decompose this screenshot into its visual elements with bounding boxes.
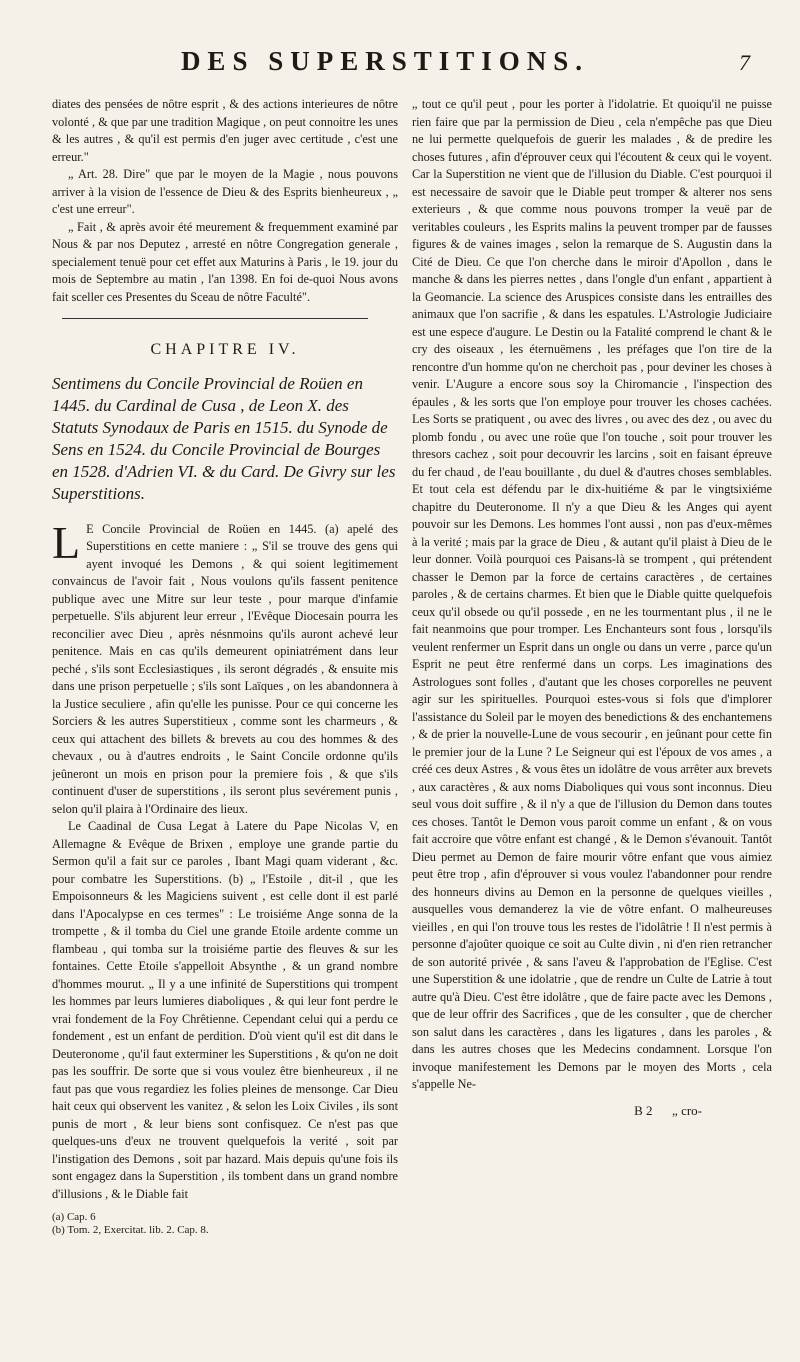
left-column (52, 96, 398, 1237)
right-column (412, 96, 772, 1119)
paragraph: „ Art. 28. Dire" que par le moyen de la Magie , nous pouvons arriver à la vision de l'essence de Dieu & des Esprits bienheureux , „ c'est une erreur". (52, 167, 398, 216)
chapter-rule (62, 318, 368, 319)
signature-letter: B 2 (634, 1102, 653, 1118)
chapter-title: Sentimens du Concile Provincial de Roüen en 1445. du Cardinal de Cusa , de Leon X. des Statuts Synodaux de Paris en 1515. du Synode de Sens en 1524. du Concile Provincial de Bourges en 1528. d'Adrien VI. & du Card. De Givry sur les Superstitions. (52, 373, 396, 503)
paragraph: Le Caadinal de Cusa Legat à Latere du Pape Nicolas V, en Allemagne & Evêque de Brixen , employe une grande partie du Sermon qu'il a fait sur ce paroles , Ibant Magi quam viderant , &c. pour combatre les Superstitions. (b) „ l'Estoile , dit-il , que les Empoisonneurs & les Magiciens suivent , est celle dont il est parlé dans l'Apocalypse en ces termes" : Le troisiéme Ange sonna de la trompette , & il tomba du Ciel une grande Etoile ardente comme un flambeau , qui tomba sur la troisiéme partie des fleuves & sur les fontaines. Cette Etoile s'appelloit Absynthe , & un grand nombre d'hommes mourut. „ Il y a une infinité de Superstitions qui trompent les hommes par leurs lumieres diaboliques , & qui leur font perdre le vrai fondement de la Foy Chrêtienne. Cependant celui qui a perdu ce fondement , est un enfant de perdition. D'où vient qu'il est dit dans le Deuteronome , qu'il faut exterminer les Superstitions , & qu'on ne doit pas les souffrir. De sorte que si vous voulez être bienheureux , il ne faut pas que vous regardiez les folies pleines de mensonge. Car Dieu hait ceux qui observent les vanitez , & selon les Loix Civiles , ils sont punis de mort , & leur biens sont confisquez. Ce n'est pas que quelques-uns d'eux ne trouvent quelquefois la verité , soit par l'instigation des Demons , soit par hazard. Mais depuis qu'une fois ils sont engagez dans la Superstition , ils tombent dans un grand nombre d'illusions , & le Diable fait (52, 819, 398, 1201)
footnotes (52, 1211, 398, 1237)
drop-cap: L (52, 516, 81, 568)
paragraph: diates des pensées de nôtre esprit , & des actions interieures de nôtre volonté , & que par une tradition Magique , on peut connoitre les unes & les autres , & qu'il est permis d'en juger avec certitude , c'est une erreur." (52, 97, 398, 164)
paragraph: „ tout ce qu'il peut , pour les porter à l'idolatrie. Et quoiqu'il ne puisse rien faire que par la permission de Dieu , cela n'empêche pas que Dieu ne lui permette quelquefois de guerir les malades , & de predire les choses futures , afin d'éprouver ceux qui l'écoutent & ceux qui le voyent. Car la Superstition ne vient que de l'illusion du Diable. C'est pourquoi il est necessaire de savoir que le Diable peut tromper & alterer nos sens exterieurs , & que comme nous pouvons tromper la veuë par de veritables couleurs , les Esprits malins la peuvent tromper par de fausses figures & de vaines images , selon la remarque de S. Augustin dans la Cité de Dieu. Ce que l'on cherche dans le miroir d'Apollon , dans le manche & dans les pierres nettes , dans l'ongle d'un enfant , appartient à la Geomancie. La science des Aruspices consiste dans les entrailles des animaux que l'on sacrifie , & dans les espatules. L'Astrologie Judiciaire est une espece d'augure. Le Destin ou la Fatalité comprend le chant & le cry des oiseaux , les éternuëmens , les préfages que l'on tire de la rencontre d'un homme qu'on ne cherchoit pas , pour deviner les choses à venir. L'Augure a encore sous soy la Chiromancie , l'inspection des épaules , & les sorts que l'on employe pour trouver les choses cachées. Les Sorts se pratiquent , ou avec des livres , ou avec des dez , ou avec du plomb fondu , ou avec une roüe que l'on touche , soit pour trouver les thresors cachez , soit pour decouvrir les larcins , soit en faisant épreuve du fer chaud , de l'eau bouillante , du duel & d'autres choses semblables. Et tout cela est défendu par le dix-huitiéme & par le vingtsixiéme chapitre du Deuteronome. Il n'y a que Dieu & les Anges qui ayent pouvoir sur les Demons. Les hommes l'ont aussi , non pas d'eux-mêmes à la verité ; mais par la grace de Dieu , & autant qu'il plaist à Dieu de le leur donner. Voilà pourquoi ces Paisans-là se trompent , qui prétendent chasser le Demon par la force de certains caractères , de certaines paroles , & de certains charmes. Et bien que le Diable quitte quelquefois ceux qu'il obsede ou qu'il possede , en ne les tourmentant plus , il ne le fait neanmoins que pour tromper. Les Enchanteurs sont fous , lorsqu'ils veulent renfermer un Esprit dans un ongle ou dans un verre , parce qu'un Esprit ne peut être renfermé dans un corps. Les imaginations des Astrologues sont folles , d'autant que les choses corporelles ne peuvent agir sur les spirituelles. Pourquoi estes-vous si fols que d'implorer l'assistance du Soleil par le moyen des benedictions & des enchantemens , & de prier la nouvelle-Lune de vous secourir , en jeûnant pour cette fin le premier jour de la Lune ? Le Seigneur qui est l'époux de vos ames , a créé ces deux Astres , & vous êtes un idolâtre de vous arrêter aux brevets , aux caractères , & aux noms Diaboliques qui vous sont inconnus. Dieu seul vous doit suffire , & il n'y a que de l'illusion du Demon dans toutes ces choses. Tantôt le Demon vous paroit comme un enfant , & on vous fait accroire que vôtre enfant est changé , & le Demon s'évanouit. Tantôt Dieu permet au Demon de faire mourir vôtre enfant que vous aimiez peut être trop , afin d'éprouver si vous voulez l'abandonner pour rendre des honneurs divins au Demon en la personne de quelques vieilles , ausquelles vous demanderez la vie de vôtre enfant. O malheureuses vieilles , en qui l'on trouve tous les restes de l'idolâtrie ! Il n'est permis à personne d'ajoûter quoique ce soit au Culte divin , ni d'en rien retrancher de son autorité privée , & sans l'aveu & l'approbation de l'Eglise. C'est une Superstition & une idolatrie , que de rendre un Culte de Latrie à tout autre qu'à Dieu. C'est être idolâtre , que de faire pacte avec les Demons , que de leur offrir des Sacrifices , que de les consulter , que de chercher son salut dans les caractères , dans les ligatures , dans les paroles , & dans les autres choses que les Medecins condamnent. Lorsque l'on invoque manifestement les Demons par le moyen des Morts , cela s'appelle Ne- (412, 97, 772, 1091)
page-header (70, 46, 760, 80)
signature-mark (412, 1102, 772, 1120)
running-head: DES SUPERSTITIONS. (180, 46, 590, 76)
paragraph-with-drop-cap (52, 516, 398, 819)
paragraph-text: E Concile Provincial de Roüen en 1445. (a) apelé des Superstitions en cette maniere : „ S'il se trouve des gens qui ayent invoqué les Demons , & qui soient legitimement convaincus de l'avoir fait , Nous voulons qu'ils fassent penitence publique avec une Mitre sur leur teste , pour marque d'infamie perpetuelle. S'ils abjurent leur erreur , l'Evêque Diocesain pourra les reconcilier avec Dieu , après nésnmoins qu'ils auront achevé leur penitence. Mais en cas qu'ils demeurent opiniatrément dans leur peché , s'ils sont Ecclesiastiques , ils seront dégradés , & ensuite mis dans une prison perpetuelle ; s'ils sont Laïques , on les abandonnera à la Justice seculiere , afin qu'elle les punisse. Pour ce qui concerne les Sorciers & les autres Superstitieux , comme sont les charmeurs , & ceux qui attachent des billets & brevets au cou des hommes & des chevaux , ou à d'autres endroits , le Saint Concile ordonne qu'ils jeûneront un mois en prison pour la premiere fois , & que s'ils continuent d'user de superstitions , ils seront plus sevérement punis , selon qu'il plaira à l'Ordinaire des lieux. (52, 521, 398, 816)
footnote: (b) Tom. 2, Exercitat. lib. 2. Cap. 8. (52, 1224, 209, 1236)
footnote: (a) Cap. 6 (52, 1211, 96, 1223)
paragraph: „ Fait , & après avoir été meurement & frequemment examiné par Nous & par nos Deputez , arresté en nôtre Congregation generale , specialement tenuë pour cet effet aux Maturins à Paris , le 19. jour du mois de Septembre au matin , l'an 1398. En foi de-quoi Nous avons fait sceller ces Presentes du Sceau de nôtre Faculté". (52, 219, 398, 304)
chapter-heading: CHAPITRE IV. (150, 341, 300, 358)
page-number: 7 (739, 50, 750, 75)
catchword: „ cro- (672, 1102, 702, 1118)
